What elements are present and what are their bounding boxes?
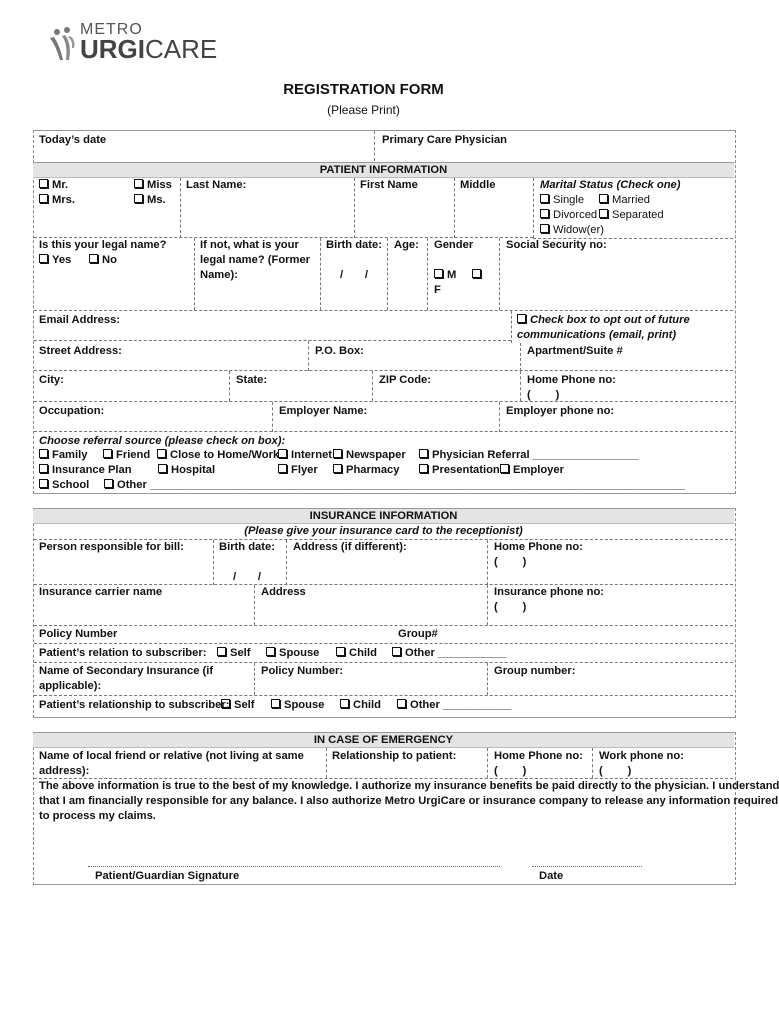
pobox-label: P.O. Box: [315, 345, 364, 357]
legal-name-question: Is this your legal name? [39, 239, 167, 251]
mrs-option[interactable]: Mrs. [39, 193, 75, 208]
em-home-phone-label: Home Phone no: [494, 750, 583, 762]
apt-label: Apartment/Suite # [527, 345, 623, 357]
birth-date-label: Birth date: [326, 239, 382, 251]
ref-school[interactable]: School [39, 478, 89, 493]
employer-phone-label: Employer phone no: [506, 405, 615, 417]
miss-option[interactable]: Miss [134, 178, 172, 193]
policy-number2-label: Policy Number: [261, 665, 344, 677]
logo [48, 21, 218, 64]
referral-title: Choose referral source (please check on box): [39, 435, 286, 447]
logo-figure-icon [48, 26, 78, 62]
group-label: Group# [398, 628, 438, 640]
emergency-header: IN CASE OF EMERGENCY [33, 732, 734, 748]
responsible-label: Person responsible for bill: [39, 541, 184, 553]
gender-f-checkbox[interactable] [472, 268, 485, 283]
opt-out-note: communications (email, print) [517, 329, 677, 341]
ins-phone-paren: ( ) [494, 601, 527, 613]
todays-date-label: Today’s date [39, 134, 107, 146]
relation-self[interactable]: Self [217, 646, 251, 661]
email-label: Email Address: [39, 314, 121, 326]
group-number-label: Group number: [494, 665, 576, 677]
ins-birth-date-label: Birth date: [219, 541, 275, 553]
ref-friend[interactable]: Friend [103, 448, 150, 463]
ref-physician[interactable]: Physician Referral _________________ [419, 448, 639, 463]
legal-yes-option[interactable]: Yes [39, 253, 71, 268]
relation-spouse[interactable]: Spouse [266, 646, 319, 661]
form-title: REGISTRATION FORM [283, 81, 444, 98]
ins-birth-slashes: / / [233, 571, 261, 583]
carrier-address-label: Address [261, 586, 306, 598]
relation-other[interactable]: Other ___________ [392, 646, 506, 661]
last-name-label: Last Name: [186, 179, 247, 191]
separated-option[interactable]: Separated [599, 208, 664, 223]
gender-m-option[interactable]: M [434, 268, 456, 283]
statement-line-2: that I am financially responsible for any balance. I also authorize Metro UrgiCare or insurance company to release any information required [39, 795, 779, 807]
occupation-label: Occupation: [39, 405, 105, 417]
secondary-label-1: Name of Secondary Insurance (if [39, 665, 214, 677]
ref-other[interactable]: Other ______________________________________________________________________________________ [104, 478, 624, 493]
gender-f-label: F [434, 284, 441, 296]
statement-line-3: to process my claims. [39, 810, 156, 822]
relation-child[interactable]: Child [336, 646, 377, 661]
gender-label: Gender [434, 239, 474, 251]
city-label: City: [39, 374, 64, 386]
ref-pharmacy[interactable]: Pharmacy [333, 463, 400, 478]
age-label: Age: [394, 239, 419, 251]
marital-status-label: Marital Status (Check one) [540, 179, 681, 191]
relationship-child[interactable]: Child [340, 698, 381, 713]
address-different-label: Address (if different): [293, 541, 407, 553]
insurance-info-header: INSURANCE INFORMATION [33, 508, 734, 524]
zip-label: ZIP Code: [379, 374, 432, 386]
birth-date-slashes: / / [340, 269, 368, 281]
ref-hospital[interactable]: Hospital [158, 463, 215, 478]
pcp-label: Primary Care Physician [382, 134, 507, 146]
ref-flyer[interactable]: Flyer [278, 463, 318, 478]
statement-line-1: The above information is true to the best of my knowledge. I authorize my insurance benefits be paid directly to the physician. I understand [39, 780, 779, 792]
logo-urgi: URGI [80, 34, 145, 64]
ref-close-home[interactable]: Close to Home/Work [157, 448, 279, 463]
ins-home-phone-paren: ( ) [494, 556, 527, 568]
relationship-other[interactable]: Other ___________ [397, 698, 511, 713]
ref-internet[interactable]: Internet [278, 448, 332, 463]
policy-number-label: Policy Number [39, 628, 118, 640]
relationship-spouse[interactable]: Spouse [271, 698, 324, 713]
legal-no-option[interactable]: No [89, 253, 117, 268]
local-friend-label-1: Name of local friend or relative (not living at same [39, 750, 304, 762]
relationship-patient-label: Relationship to patient: [332, 750, 457, 762]
relation-label: Patient’s relation to subscriber: [39, 647, 207, 659]
opt-out-option[interactable]: Check box to opt out of future [517, 313, 690, 328]
logo-care: CARE [145, 34, 218, 64]
ref-presentation[interactable]: Presentation [419, 463, 500, 478]
signature-line[interactable] [88, 866, 500, 867]
date-label: Date [539, 870, 564, 882]
signature-label: Patient/Guardian Signature [95, 870, 240, 882]
married-option[interactable]: Married [599, 193, 650, 208]
former-name-label-2: legal name? (Former [200, 254, 311, 266]
em-work-phone-label: Work phone no: [599, 750, 684, 762]
ref-family[interactable]: Family [39, 448, 87, 463]
widow-option[interactable]: Widow(er) [540, 223, 604, 238]
former-name-label-3: Name): [200, 269, 238, 281]
secondary-label-2: applicable): [39, 680, 102, 692]
ms-option[interactable]: Ms. [134, 193, 166, 208]
relationship-label: Patient’s relationship to subscriber: [39, 699, 230, 711]
home-phone-paren: ( ) [527, 389, 560, 401]
carrier-label: Insurance carrier name [39, 586, 163, 598]
ref-insurance-plan[interactable]: Insurance Plan [39, 463, 132, 478]
street-label: Street Address: [39, 345, 122, 357]
ins-home-phone-label: Home Phone no: [494, 541, 583, 553]
ssn-label: Social Security no: [506, 239, 607, 251]
patient-info-header: PATIENT INFORMATION [33, 162, 734, 178]
insurance-card-note: (Please give your insurance card to the receptionist) [244, 525, 523, 537]
ref-employer[interactable]: Employer [500, 463, 564, 478]
em-work-phone-paren: ( ) [599, 765, 632, 777]
logo-metro: METRO [80, 21, 143, 38]
em-home-phone-paren: ( ) [494, 765, 527, 777]
ref-newspaper[interactable]: Newspaper [333, 448, 406, 463]
middle-label: Middle [460, 179, 496, 191]
single-option[interactable]: Single [540, 193, 584, 208]
relationship-self[interactable]: Self [221, 698, 255, 713]
form-subtitle: (Please Print) [327, 103, 400, 117]
employer-label: Employer Name: [279, 405, 368, 417]
date-line[interactable] [532, 866, 642, 867]
former-name-label-1: If not, what is your [200, 239, 299, 251]
ins-phone-label: Insurance phone no: [494, 586, 605, 598]
local-friend-label-2: address): [39, 765, 90, 777]
home-phone-label: Home Phone no: [527, 374, 616, 386]
mr-option[interactable]: Mr. [39, 178, 68, 193]
state-label: State: [236, 374, 268, 386]
divorced-option[interactable]: Divorced [540, 208, 597, 223]
first-name-label: First Name [360, 179, 418, 191]
